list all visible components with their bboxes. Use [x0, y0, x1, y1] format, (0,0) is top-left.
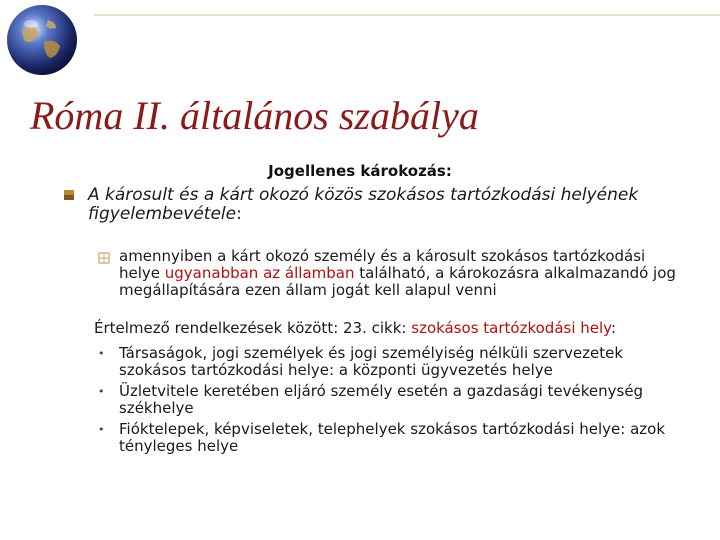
top-rule	[94, 14, 720, 16]
interpretive-prefix: Értelmező rendelkezések között: 23. cikk:	[94, 319, 412, 337]
bullet-level1-line2: figyelembevétele	[88, 204, 237, 224]
bullet-level1-line1: A károsult és a kárt okozó közös szokásos tartózkodási helyének	[88, 185, 639, 205]
bullet-level1-colon: :	[236, 204, 242, 224]
level2-text-part2: található, a károkozásra alkalmazandó jog megállapítására ezen állam jogát kell alapul venni	[119, 264, 676, 299]
list-item-text: Társaságok, jogi személyek és jogi személyiség nélküli szervezetek szokásos tartózkodási helye: a központi ügyvezetés helye	[119, 344, 624, 379]
level2-text-part1: amennyiben a kárt okozó személy és a károsult szokásos tartózkodási helye	[119, 247, 646, 282]
slide-subtitle: Jogellenes károkozás:	[268, 162, 452, 180]
level2-highlight: ugyanabban az államban	[164, 264, 355, 282]
slide-title: Róma II. általános szabálya	[30, 93, 479, 138]
interpretive-highlight: szokásos tartózkodási hely	[411, 319, 611, 337]
diamond-bullet-icon	[62, 188, 76, 202]
square-bullet-icon	[98, 252, 110, 264]
bullet-level1	[88, 186, 688, 224]
list-bullet: •	[98, 423, 105, 436]
interpretive-suffix: :	[610, 319, 617, 337]
list-item-text: Üzletvitele keretében eljáró személy esetén a gazdasági tevékenység székhelye	[119, 382, 644, 417]
interpretive-provision	[94, 320, 694, 337]
list-bullet: •	[98, 385, 105, 398]
bullet-level2	[119, 248, 679, 299]
globe-icon	[4, 2, 80, 78]
list-item-text: Fióktelepek, képviseletek, telephelyek szokásos tartózkodási helye: azok tényleges helye	[119, 420, 666, 455]
list-bullet: •	[98, 347, 105, 360]
